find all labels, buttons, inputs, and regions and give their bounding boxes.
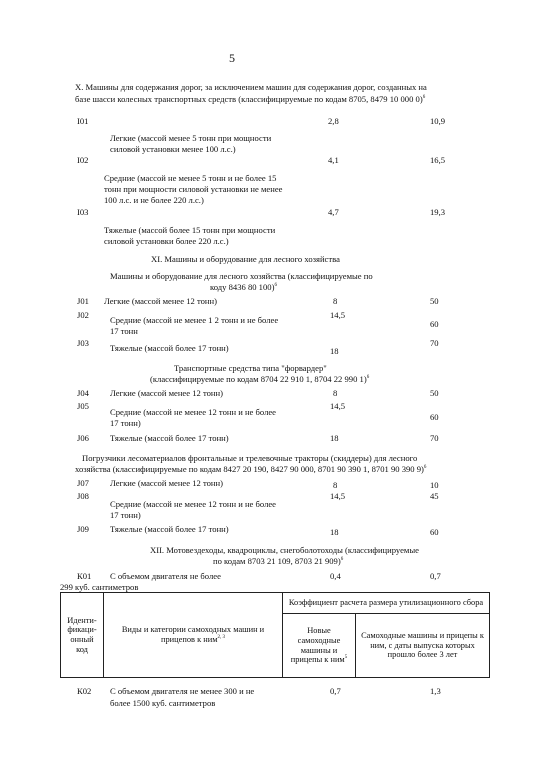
- code-j03: J03: [77, 338, 89, 348]
- desc-heavy-line1: Тяжелые (массой более 15 тонн при мощности: [104, 225, 276, 235]
- desc-light-line1: Легкие (массой менее 5 тонн при мощности: [110, 133, 272, 143]
- coef-new-j01: 8: [333, 296, 338, 306]
- coef-new-j07: 8: [333, 480, 338, 490]
- code-i03: I03: [77, 207, 89, 217]
- desc-j02-line1: Средние (массой не менее 1 2 тонн и не более: [110, 315, 279, 325]
- coef-old-j04: 50: [430, 388, 439, 398]
- desc-j05-line2: 17 тонн): [110, 418, 141, 428]
- header-new-machines: Новые самоходные машины и прицепы к ним$^5$: [283, 614, 356, 678]
- section-xi-sub1-line2: коду 8436 80 100)$^6$: [210, 282, 277, 292]
- coef-new-k02: 0,7: [330, 686, 341, 696]
- coef-new-k01: 0,4: [330, 571, 341, 581]
- coef-new-j04: 8: [333, 388, 338, 398]
- code-i01: I01: [77, 116, 89, 126]
- coef-new-j08: 14,5: [330, 491, 346, 501]
- page-number: 5: [229, 51, 235, 65]
- desc-medium-line2: тонн при мощности силовой установки не менее: [104, 184, 283, 194]
- desc-medium-line3: 100 л.с. и не более 220 л.с.): [104, 195, 204, 205]
- section-xi-sub2-line1: Транспортные средства типа "форвардер": [174, 363, 327, 373]
- code-j02: J02: [77, 310, 89, 320]
- desc-j08-line2: 17 тонн): [110, 510, 141, 520]
- coef-new-i01: 2,8: [328, 116, 339, 126]
- header-coefficient: Коэффициент расчета размера утилизационного сбора: [283, 593, 490, 614]
- desc-j08-line1: Средние (массой не менее 12 тонн и не более: [110, 499, 276, 509]
- coef-old-k02: 1,3: [430, 686, 441, 696]
- code-j09: J09: [77, 524, 89, 534]
- coef-old-j09: 60: [430, 527, 439, 537]
- coef-old-j08: 45: [430, 491, 439, 501]
- coef-new-j09: 18: [330, 527, 339, 537]
- section-xi-sub2-line2: (классифицируемые по кодам 8704 22 910 1, 8704 22 990 1)$^6$: [150, 374, 370, 384]
- desc-j02-line2: 17 тонн: [110, 326, 138, 336]
- desc-j03: Тяжелые (массой более 17 тонн): [110, 343, 229, 353]
- desc-j06: Тяжелые (массой более 17 тонн): [110, 433, 229, 443]
- section-xi-heading: XI. Машины и оборудование для лесного хозяйства: [151, 254, 340, 264]
- code-j06: J06: [77, 433, 89, 443]
- coef-new-j03: 18: [330, 346, 339, 356]
- desc-j01: Легкие (массой менее 12 тонн): [104, 296, 217, 306]
- section-x-heading-line2: базе шасси колесных транспортных средств (классифицируемые по кодам 8705, 8479 10 000 0)$^6$: [75, 94, 426, 104]
- code-k01: К01: [77, 571, 92, 581]
- coef-old-k01: 0,7: [430, 571, 441, 581]
- desc-medium-line1: Средние (массой не менее 5 тонн и не более 15: [104, 173, 277, 183]
- section-xii-heading-line2: по кодам 8703 21 109, 8703 21 909)$^6$: [213, 556, 344, 566]
- desc-j05-line1: Средние (массой не менее 12 тонн и не более: [110, 407, 276, 417]
- coef-old-j06: 70: [430, 433, 439, 443]
- section-xii-heading-line1: XII. Мотовездеходы, квадроциклы, снегоболотоходы (классифицируемые: [150, 545, 419, 555]
- code-j01: J01: [77, 296, 89, 306]
- coef-old-j07: 10: [430, 480, 439, 490]
- desc-k01-line1: С объемом двигателя не более: [110, 571, 221, 581]
- desc-k02-line2: более 1500 куб. сантиметров: [110, 698, 216, 708]
- coef-new-j06: 18: [330, 433, 339, 443]
- header-old-machines: Самоходные машины и прицепы к ним, с даты выпуска которых прошло более 3 лет: [356, 614, 490, 678]
- desc-j07: Легкие (массой менее 12 тонн): [110, 478, 223, 488]
- header-id-code: Иденти-фикаци-онный код: [61, 593, 104, 678]
- coef-old-i02: 16,5: [430, 155, 446, 165]
- coef-new-j02: 14,5: [330, 310, 346, 320]
- coef-old-j02: 60: [430, 319, 439, 329]
- coef-old-j01: 50: [430, 296, 439, 306]
- section-xi-sub3-line1: Погрузчики лесоматериалов фронтальные и трелевочные тракторы (скиддеры) для лесного: [82, 453, 418, 463]
- coef-new-j05: 14,5: [330, 401, 346, 411]
- code-j07: J07: [77, 478, 89, 488]
- coef-new-i02: 4,1: [328, 155, 339, 165]
- desc-k02-line1: С объемом двигателя не менее 300 и не: [110, 686, 255, 696]
- coef-new-i03: 4,7: [328, 207, 339, 217]
- code-i02: I02: [77, 155, 89, 165]
- code-j05: J05: [77, 401, 89, 411]
- desc-heavy-line2: силовой установки более 220 л.с.): [104, 236, 229, 246]
- code-k02: К02: [77, 686, 92, 696]
- desc-j09: Тяжелые (массой более 17 тонн): [110, 524, 229, 534]
- desc-light-line2: силовой установки менее 100 л.с.): [110, 144, 236, 154]
- section-xi-sub1-line1: Машины и оборудование для лесного хозяйства (классифицируемые по: [110, 271, 373, 281]
- desc-k01-line2: 299 куб. сантиметров: [60, 582, 139, 592]
- header-types: Виды и категории самоходных машин и прицепов к ним$^{2, 3}$: [104, 593, 283, 678]
- section-xi-sub3-line2: хозяйства (классифицируемые по кодам 8427 20 190, 8427 90 000, 8701 90 390 1, 8701 90 390 9)$^6$: [75, 464, 427, 474]
- coef-old-j05: 60: [430, 412, 439, 422]
- coef-old-i01: 10,9: [430, 116, 446, 126]
- table-header: [60, 592, 490, 678]
- coef-old-j03: 70: [430, 338, 439, 348]
- coef-old-i03: 19,3: [430, 207, 446, 217]
- section-x-heading-line1: X. Машины для содержания дорог, за исключением машин для содержания дорог, созданных на: [75, 82, 427, 92]
- desc-j04: Легкие (массой менее 12 тонн): [110, 388, 223, 398]
- code-j04: J04: [77, 388, 89, 398]
- code-j08: J08: [77, 491, 89, 501]
